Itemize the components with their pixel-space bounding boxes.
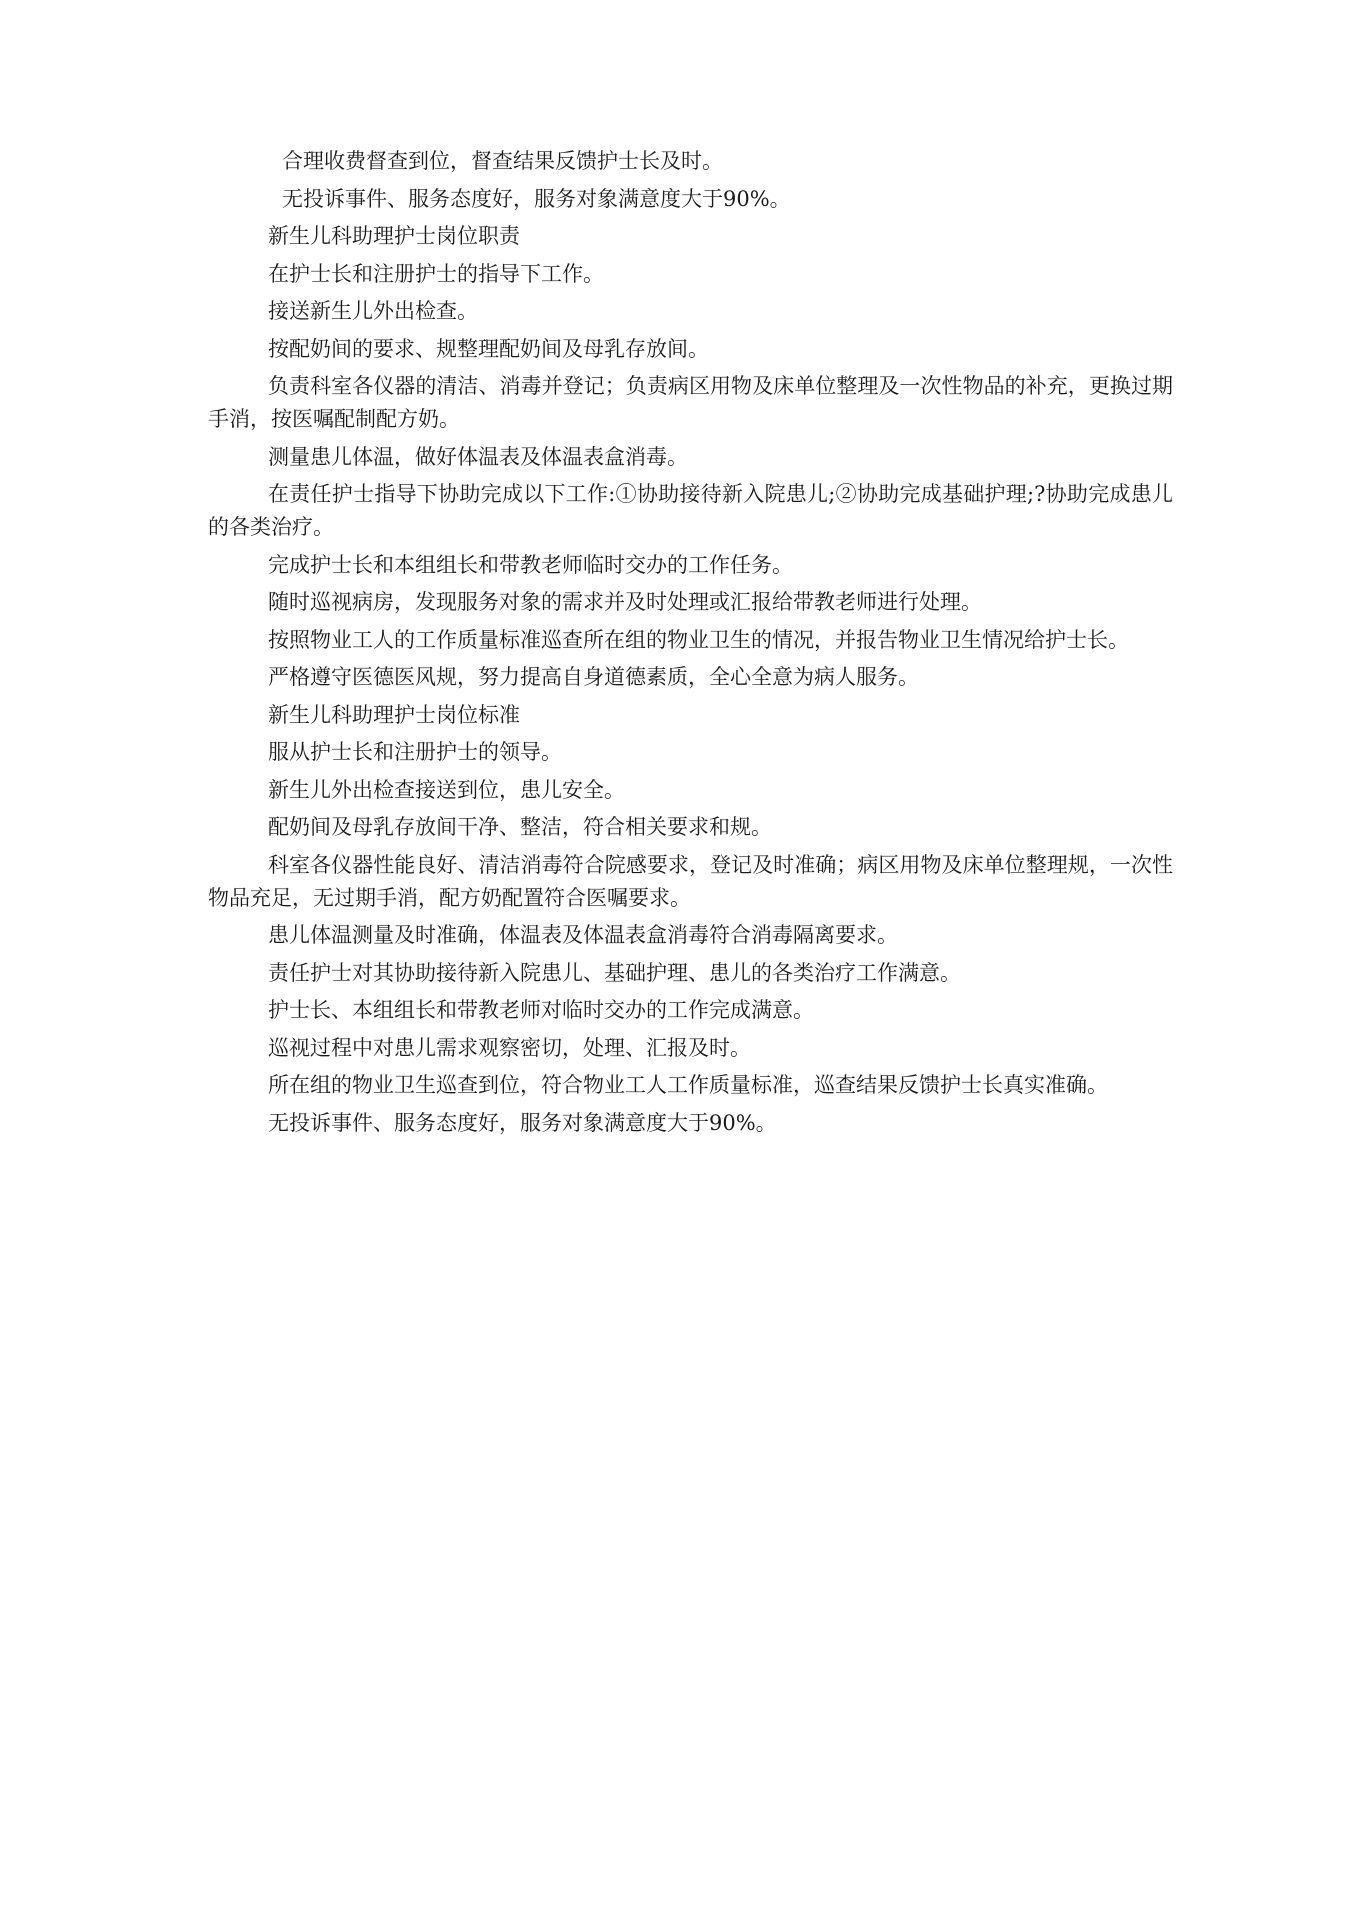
paragraph: 完成护士长和本组组长和带教老师临时交办的工作任务。 — [268, 552, 793, 577]
document-body — [208, 145, 1173, 1144]
paragraph: 服从护士长和注册护士的领导。 — [268, 740, 562, 764]
paragraph: 负责科室各仪器的清洁、消毒并登记；负责病区用物及床单位整理及一次性物品的补充，更换过期手消，按医嘱配制配方奶。 — [208, 374, 1173, 431]
paragraph: 配奶间及母乳存放间干净、整洁，符合相关要求和规。 — [268, 815, 772, 839]
section-heading-standards: 新生儿科助理护士岗位标准 — [268, 702, 520, 727]
paragraph: 在护士长和注册护士的指导下工作。 — [268, 261, 604, 286]
section-heading-duties: 新生儿科助理护士岗位职责 — [268, 224, 520, 248]
paragraph: 巡视过程中对患儿需求观察密切，处理、汇报及时。 — [268, 1035, 751, 1060]
paragraph: 随时巡视病房，发现服务对象的需求并及时处理或汇报给带教老师进行处理。 — [268, 590, 982, 614]
paragraph: 接送新生儿外出检查。 — [268, 299, 478, 323]
paragraph: 所在组的物业卫生巡查到位，符合物业工人工作质量标准，巡查结果反馈护士长真实准确。 — [268, 1073, 1108, 1097]
paragraph: 新生儿外出检查接送到位，患儿安全。 — [268, 777, 625, 802]
paragraph: 患儿体温测量及时准确，体温表及体温表盒消毒符合消毒隔离要求。 — [268, 923, 898, 947]
paragraph: 无投诉事件、服务态度好，服务对象满意度大于90%。 — [268, 1110, 777, 1135]
paragraph: 合理收费督查到位，督查结果反馈护士长及时。 — [282, 149, 723, 173]
paragraph: 按照物业工人的工作质量标准巡查所在组的物业卫生的情况，并报告物业卫生情况给护士长。 — [268, 627, 1129, 652]
paragraph: 无投诉事件、服务态度好，服务对象满意度大于90%。 — [282, 186, 791, 211]
paragraph: 科室各仪器性能良好、清洁消毒符合院感要求，登记及时准确；病区用物及床单位整理规，一次性物品充足，无过期手消，配方奶配置符合医嘱要求。 — [208, 852, 1173, 910]
paragraph: 护士长、本组组长和带教老师对临时交办的工作完成满意。 — [268, 998, 814, 1022]
paragraph: 严格遵守医德医风规，努力提高自身道德素质，全心全意为病人服务。 — [268, 665, 919, 689]
paragraph: 测量患儿体温，做好体温表及体温表盒消毒。 — [268, 444, 688, 469]
paragraph: 责任护士对其协助接待新入院患儿、基础护理、患儿的各类治疗工作满意。 — [268, 960, 961, 985]
paragraph: 在责任护士指导下协助完成以下工作:①协助接待新入院患儿;②协助完成基础护理;?协助完成患儿的各类治疗。 — [208, 482, 1173, 539]
paragraph: 按配奶间的要求、规整理配奶间及母乳存放间。 — [268, 336, 709, 361]
